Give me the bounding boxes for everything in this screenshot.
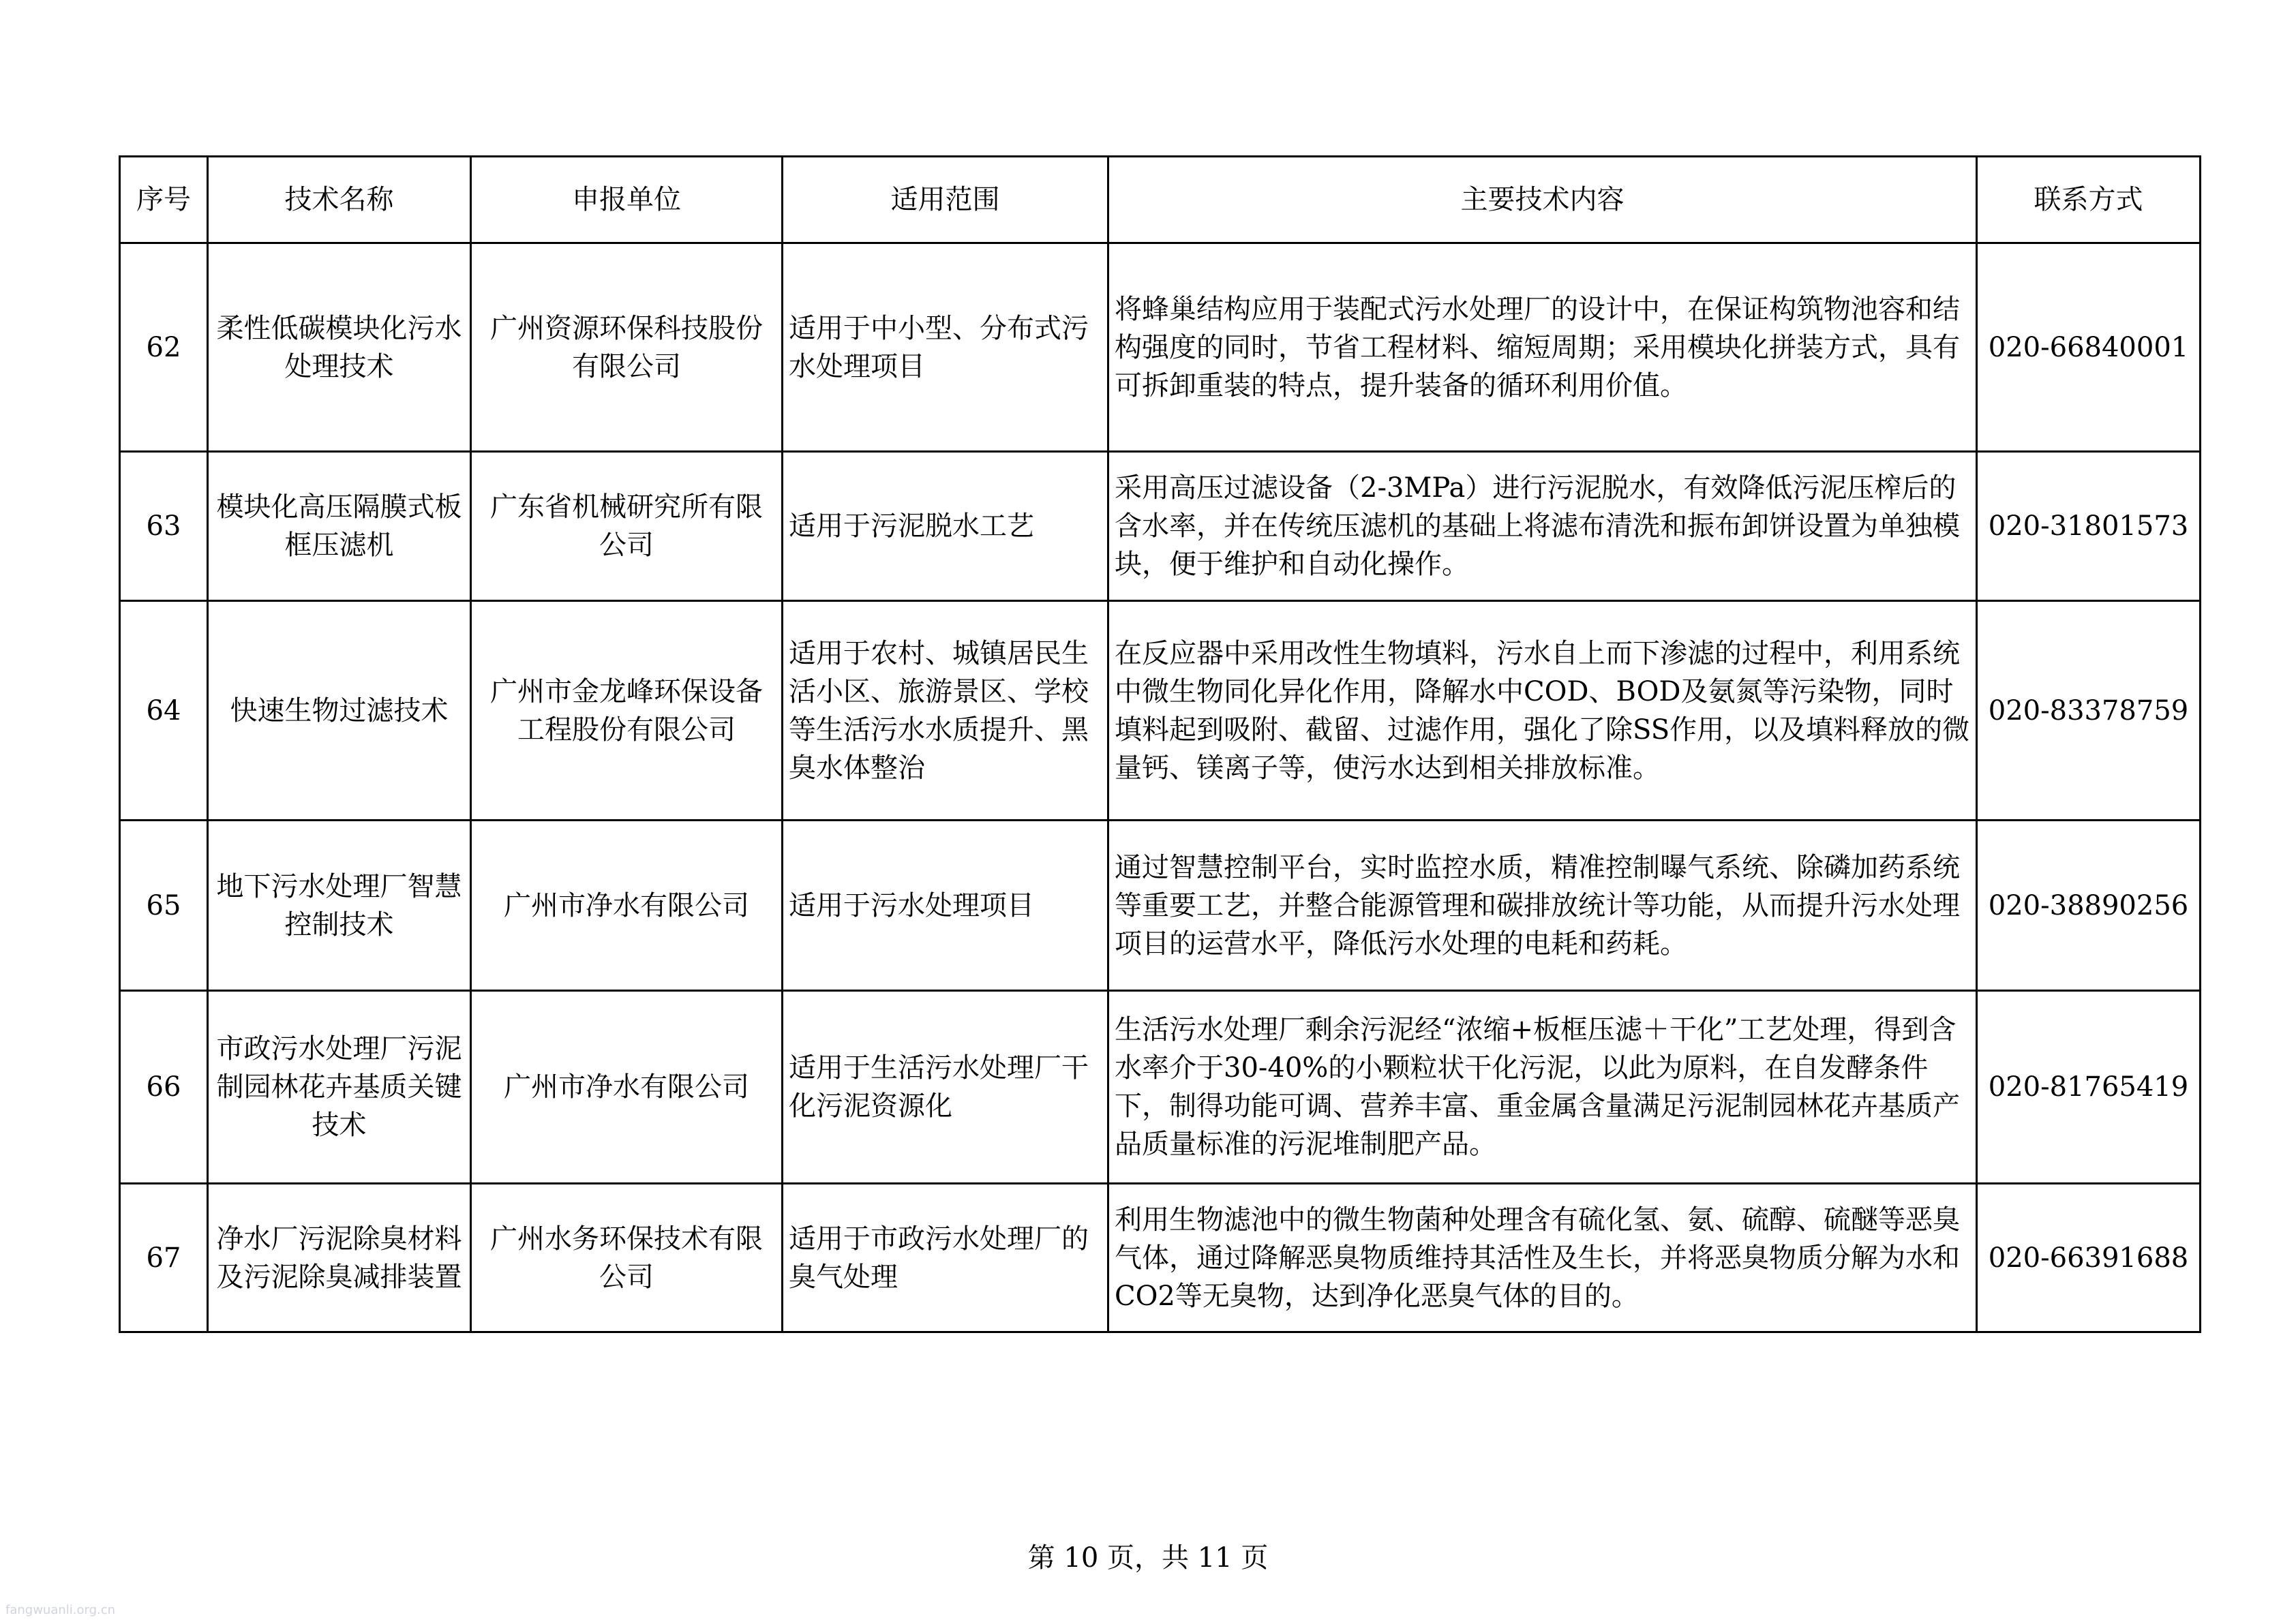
row-phone: 020-83378759	[1977, 601, 2201, 821]
row-scope: 适用于市政污水处理厂的臭气处理	[783, 1184, 1108, 1332]
row-no: 66	[120, 991, 208, 1184]
row-no: 65	[120, 821, 208, 991]
table-row	[120, 821, 2201, 991]
technology-table	[119, 155, 2201, 1333]
row-unit: 广州市净水有限公司	[471, 821, 783, 991]
header-scope: 适用范围	[783, 157, 1108, 243]
table-row	[120, 1184, 2201, 1332]
row-phone: 020-66391688	[1977, 1184, 2201, 1332]
watermark-text: fangwuanli.org.cn	[5, 1603, 116, 1617]
row-tech-name: 快速生物过滤技术	[208, 601, 471, 821]
row-unit: 广州资源环保科技股份有限公司	[471, 243, 783, 452]
table-row	[120, 991, 2201, 1184]
row-no: 67	[120, 1184, 208, 1332]
row-no: 63	[120, 452, 208, 601]
page-number-footer: 第 10 页，共 11 页	[1027, 1542, 1269, 1574]
row-tech-name: 柔性低碳模块化污水处理技术	[208, 243, 471, 452]
row-no: 64	[120, 601, 208, 821]
row-phone: 020-31801573	[1977, 452, 2201, 601]
row-unit: 广东省机械研究所有限公司	[471, 452, 783, 601]
row-scope: 适用于农村、城镇居民生活小区、旅游景区、学校等生活污水水质提升、黑臭水体整治	[783, 601, 1108, 821]
row-scope: 适用于中小型、分布式污水处理项目	[783, 243, 1108, 452]
row-content: 将蜂巢结构应用于装配式污水处理厂的设计中，在保证构筑物池容和结构强度的同时，节省工程材料、缩短周期；采用模块化拼装方式，具有可拆卸重装的特点，提升装备的循环利用价值。	[1108, 243, 1977, 452]
table-row	[120, 243, 2201, 452]
table-header-row	[120, 157, 2201, 243]
row-scope: 适用于生活污水处理厂干化污泥资源化	[783, 991, 1108, 1184]
table-row	[120, 601, 2201, 821]
row-tech-name: 地下污水处理厂智慧控制技术	[208, 821, 471, 991]
row-content: 利用生物滤池中的微生物菌种处理含有硫化氢、氨、硫醇、硫醚等恶臭气体，通过降解恶臭物质维持其活性及生长，并将恶臭物质分解为水和CO2等无臭物，达到净化恶臭气体的目的。	[1108, 1184, 1977, 1332]
row-phone: 020-66840001	[1977, 243, 2201, 452]
row-unit: 广州水务环保技术有限公司	[471, 1184, 783, 1332]
row-scope: 适用于污水处理项目	[783, 821, 1108, 991]
row-tech-name: 净水厂污泥除臭材料及污泥除臭减排装置	[208, 1184, 471, 1332]
row-tech-name: 模块化高压隔膜式板框压滤机	[208, 452, 471, 601]
row-content: 采用高压过滤设备（2-3MPa）进行污泥脱水，有效降低污泥压榨后的含水率，并在传统压滤机的基础上将滤布清洗和振布卸饼设置为单独模块，便于维护和自动化操作。	[1108, 452, 1977, 601]
table-row	[120, 452, 2201, 601]
row-phone: 020-81765419	[1977, 991, 2201, 1184]
row-scope: 适用于污泥脱水工艺	[783, 452, 1108, 601]
row-phone: 020-38890256	[1977, 821, 2201, 991]
row-content: 生活污水处理厂剩余污泥经“浓缩+板框压滤＋干化”工艺处理，得到含水率介于30-40%的小颗粒状干化污泥，以此为原料，在自发酵条件下，制得功能可调、营养丰富、重金属含量满足污泥制园林花卉基质产品质量标准的污泥堆制肥产品。	[1108, 991, 1977, 1184]
row-tech-name: 市政污水处理厂污泥制园林花卉基质关键技术	[208, 991, 471, 1184]
row-content: 在反应器中采用改性生物填料，污水自上而下渗滤的过程中，利用系统中微生物同化异化作用，降解水中COD、BOD及氨氮等污染物，同时填料起到吸附、截留、过滤作用，强化了除SS作用，以及填料释放的微量钙、镁离子等，使污水达到相关排放标准。	[1108, 601, 1977, 821]
header-content: 主要技术内容	[1108, 157, 1977, 243]
header-unit: 申报单位	[471, 157, 783, 243]
header-tech-name: 技术名称	[208, 157, 471, 243]
row-unit: 广州市金龙峰环保设备工程股份有限公司	[471, 601, 783, 821]
row-no: 62	[120, 243, 208, 452]
header-no: 序号	[120, 157, 208, 243]
row-unit: 广州市净水有限公司	[471, 991, 783, 1184]
row-content: 通过智慧控制平台，实时监控水质，精准控制曝气系统、除磷加药系统等重要工艺，并整合能源管理和碳排放统计等功能，从而提升污水处理项目的运营水平，降低污水处理的电耗和药耗。	[1108, 821, 1977, 991]
header-contact: 联系方式	[1977, 157, 2201, 243]
